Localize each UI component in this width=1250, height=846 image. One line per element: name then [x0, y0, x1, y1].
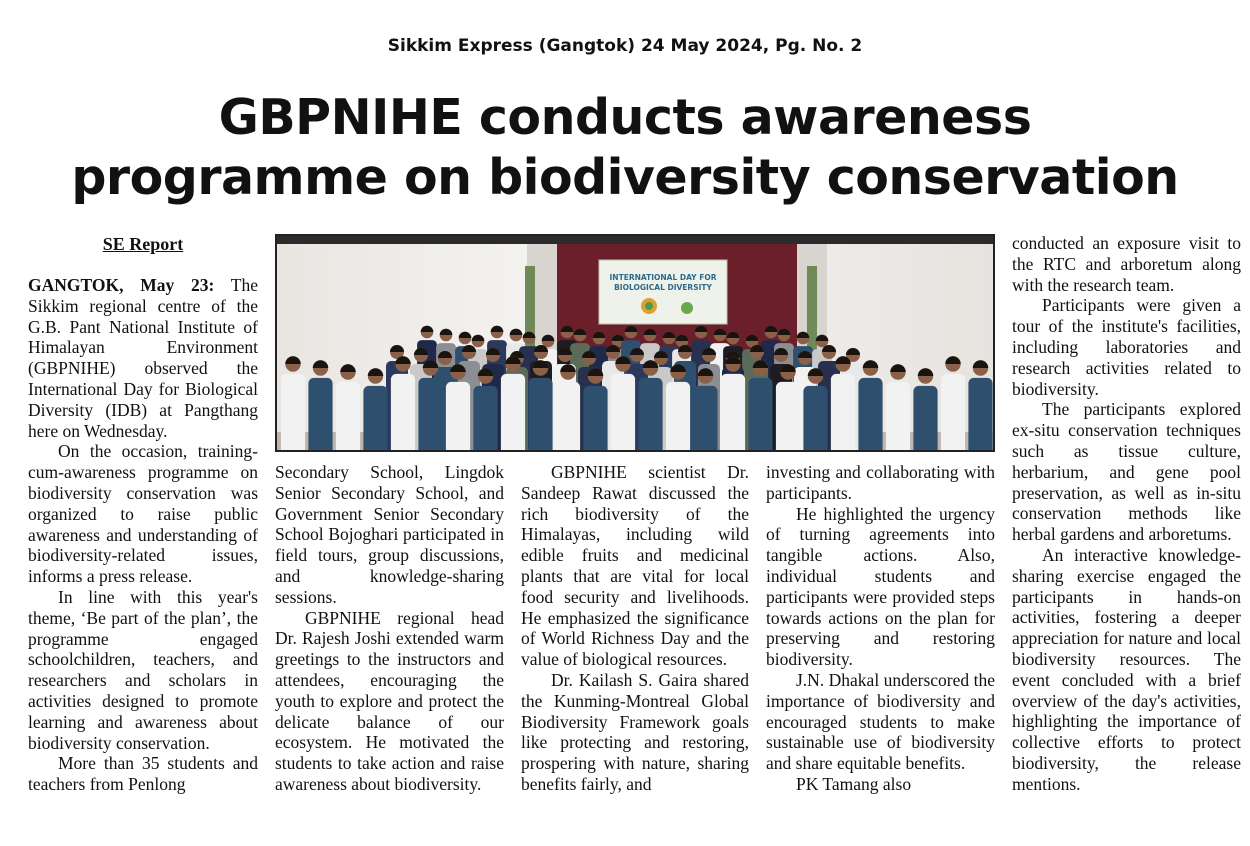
event-group-photo [275, 234, 995, 452]
article-headline [20, 88, 1230, 208]
event-banner [599, 260, 727, 324]
article-paragraph [28, 275, 258, 441]
article-paragraph: On the occasion, training-cum-awareness programme on biodiversity conservation was organized to raise public awareness and understanding of biodiversity-related issues, informs a press release. [28, 441, 258, 587]
article-paragraph: Secondary School, Lingdok Senior Secondary School, and Government Senior Secondary School Bojoghari participated in field tours, group discussions, and knowledge-sharing sessions. [275, 462, 504, 607]
article-paragraph: The participants explored ex-situ conservation techniques such as tissue culture, herbarium, and gene pool preservation, as well as in-situ conservation methods like herbal gardens and arboretums. [1012, 399, 1241, 545]
headline-line-1: GBPNIHE conducts awareness [218, 89, 1032, 146]
article-paragraph: GBPNIHE regional head Dr. Rajesh Joshi extended warm greetings to the instructors and attendees, encouraging the youth to explore and protect the delicate balance of our ecosystem. He motivated the students to take action and raise awareness about biodiversity. [275, 607, 504, 794]
article-column-3 [521, 462, 749, 795]
article-paragraph: GBPNIHE scientist Dr. Sandeep Rawat discussed the rich biodiversity of the Himalayas, including wild edible fruits and medicinal plants that are vital for local food security and livelihoods. He emphasized the significance of World Richness Day and the value of biological resources. [521, 462, 749, 670]
byline: SE Report [102, 234, 184, 254]
newspaper-source-line: Sikkim Express (Gangtok) 24 May 2024, Pg. No. 2 [387, 36, 863, 56]
banner-text-line-2: BIOLOGICAL DIVERSITY [614, 283, 712, 292]
paragraph-text: The Sikkim regional centre of the G.B. Pant National Institute of Himalayan Environment (GBPNIHE) observed the International Day for Biological Diversity (IDB) at Pangthang here on Wednesday. [28, 275, 258, 441]
article-column-4 [766, 462, 995, 795]
banner-text-line-1: INTERNATIONAL DAY FOR [609, 273, 717, 282]
article-paragraph: Dr. Kailash S. Gaira shared the Kunming-Montreal Global Biodiversity Framework goals like protecting and restoring, prospering with nature, sharing benefits fairly, and [521, 669, 749, 794]
dateline: GANGTOK, May 23: [28, 275, 215, 295]
article-paragraph: In line with this year's theme, ‘Be part of the plan’, the programme engaged schoolchildren, teachers, and researchers and scholars in activities designed to promote learning and awareness about biodiversity conservation. [28, 586, 258, 753]
article-paragraph: An interactive knowledge-sharing exercise engaged the participants in hands-on activities, fostering a deeper appreciation for nature and local biodiversity resources. The event concluded with a brief overview of the day's activities, highlighting the importance of collective efforts to protect biodiversity, the release mentions. [1012, 544, 1241, 794]
article-paragraph: Participants were given a tour of the institute's facilities, including laboratories and research activities related to biodiversity. [1012, 295, 1241, 399]
article-paragraph: He highlighted the urgency of turning agreements into tangible actions. Also, individual students and participants were provided steps towards actions on the plan for preserving and restoring biodiversity. [766, 503, 995, 670]
article-paragraph: More than 35 students and teachers from Penlong [28, 753, 258, 795]
article-column-5 [1012, 233, 1241, 795]
article-paragraph: J.N. Dhakal underscored the importance of biodiversity and encouraged students to make sustainable use of biodiversity and share equitable benefits. [766, 669, 995, 774]
article-paragraph: investing and collaborating with participants. [766, 462, 995, 503]
article-paragraph: PK Tamang also [796, 773, 912, 794]
article-column-2 [275, 462, 504, 795]
article-paragraph: conducted an exposure visit to the RTC and arboretum along with the research team. [1012, 233, 1241, 295]
article-column-1 [28, 275, 258, 795]
headline-line-2: programme on biodiversity conservation [71, 149, 1179, 206]
